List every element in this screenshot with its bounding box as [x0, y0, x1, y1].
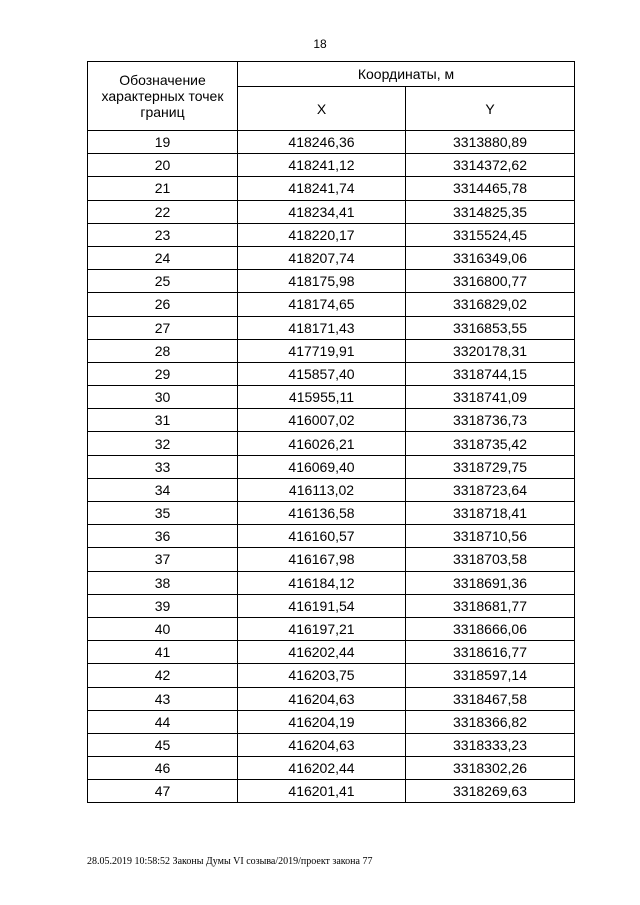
x-coordinate-cell: 417719,91 [238, 339, 406, 362]
x-coordinate-cell: 415955,11 [238, 386, 406, 409]
x-coordinate-cell: 416184,12 [238, 571, 406, 594]
y-coordinate-cell: 3318269,63 [406, 780, 575, 803]
y-coordinate-cell: 3314825,35 [406, 200, 575, 223]
point-number-cell: 31 [88, 409, 238, 432]
table-row [88, 594, 575, 617]
y-coordinate-cell: 3316853,55 [406, 316, 575, 339]
point-number-cell: 29 [88, 362, 238, 385]
y-coordinate-cell: 3318729,75 [406, 455, 575, 478]
x-coordinate-cell: 418174,65 [238, 293, 406, 316]
y-coordinate-cell: 3318333,23 [406, 733, 575, 756]
point-number-cell: 47 [88, 780, 238, 803]
point-number-cell: 37 [88, 548, 238, 571]
x-coordinate-cell: 416204,63 [238, 733, 406, 756]
x-coordinate-cell: 416069,40 [238, 455, 406, 478]
table-row [88, 270, 575, 293]
x-coordinate-cell: 415857,40 [238, 362, 406, 385]
y-coordinate-cell: 3318723,64 [406, 478, 575, 501]
point-number-cell: 26 [88, 293, 238, 316]
y-coordinate-cell: 3316349,06 [406, 246, 575, 269]
page-number: 18 [313, 37, 327, 51]
header-x: X [238, 87, 406, 131]
point-number-cell: 20 [88, 154, 238, 177]
table-row [88, 200, 575, 223]
table-row [88, 432, 575, 455]
point-number-cell: 38 [88, 571, 238, 594]
table-row [88, 710, 575, 733]
x-coordinate-cell: 418175,98 [238, 270, 406, 293]
footer-timestamp: 28.05.2019 10:58:52 Законы Думы VI созыва/2019/проект закона 77 [87, 856, 373, 867]
y-coordinate-cell: 3318744,15 [406, 362, 575, 385]
y-coordinate-cell: 3313880,89 [406, 131, 575, 154]
table-row [88, 733, 575, 756]
y-coordinate-cell: 3315524,45 [406, 223, 575, 246]
point-number-cell: 45 [88, 733, 238, 756]
table-row [88, 478, 575, 501]
y-coordinate-cell: 3318710,56 [406, 525, 575, 548]
y-coordinate-cell: 3316829,02 [406, 293, 575, 316]
y-coordinate-cell: 3316800,77 [406, 270, 575, 293]
y-coordinate-cell: 3318302,26 [406, 757, 575, 780]
header-point-designation: Обозначение характерных точек границ [88, 62, 238, 131]
point-number-cell: 23 [88, 223, 238, 246]
x-coordinate-cell: 416203,75 [238, 664, 406, 687]
table-row [88, 617, 575, 640]
y-coordinate-cell: 3314372,62 [406, 154, 575, 177]
y-coordinate-cell: 3318735,42 [406, 432, 575, 455]
point-number-cell: 34 [88, 478, 238, 501]
table-row [88, 780, 575, 803]
x-coordinate-cell: 416167,98 [238, 548, 406, 571]
x-coordinate-cell: 418246,36 [238, 131, 406, 154]
table-row [88, 502, 575, 525]
y-coordinate-cell: 3320178,31 [406, 339, 575, 362]
x-coordinate-cell: 416204,19 [238, 710, 406, 733]
x-coordinate-cell: 418220,17 [238, 223, 406, 246]
header-coordinates: Координаты, м [238, 62, 575, 87]
point-number-cell: 27 [88, 316, 238, 339]
y-coordinate-cell: 3318718,41 [406, 502, 575, 525]
table-row [88, 293, 575, 316]
table-row [88, 154, 575, 177]
point-number-cell: 43 [88, 687, 238, 710]
x-coordinate-cell: 416160,57 [238, 525, 406, 548]
header-y: Y [406, 87, 575, 131]
point-number-cell: 32 [88, 432, 238, 455]
table-row [88, 664, 575, 687]
point-number-cell: 21 [88, 177, 238, 200]
table-row [88, 687, 575, 710]
coordinates-table [87, 61, 575, 803]
x-coordinate-cell: 416197,21 [238, 617, 406, 640]
y-coordinate-cell: 3314465,78 [406, 177, 575, 200]
x-coordinate-cell: 416191,54 [238, 594, 406, 617]
table-row [88, 571, 575, 594]
x-coordinate-cell: 418207,74 [238, 246, 406, 269]
point-number-cell: 46 [88, 757, 238, 780]
table-row [88, 246, 575, 269]
point-number-cell: 36 [88, 525, 238, 548]
x-coordinate-cell: 418171,43 [238, 316, 406, 339]
table-row [88, 409, 575, 432]
y-coordinate-cell: 3318741,09 [406, 386, 575, 409]
point-number-cell: 22 [88, 200, 238, 223]
point-number-cell: 39 [88, 594, 238, 617]
x-coordinate-cell: 416202,44 [238, 757, 406, 780]
x-coordinate-cell: 416007,02 [238, 409, 406, 432]
table-row [88, 131, 575, 154]
x-coordinate-cell: 418234,41 [238, 200, 406, 223]
table-row [88, 177, 575, 200]
table-row [88, 223, 575, 246]
point-number-cell: 24 [88, 246, 238, 269]
x-coordinate-cell: 416204,63 [238, 687, 406, 710]
x-coordinate-cell: 416026,21 [238, 432, 406, 455]
y-coordinate-cell: 3318666,06 [406, 617, 575, 640]
y-coordinate-cell: 3318681,77 [406, 594, 575, 617]
y-coordinate-cell: 3318691,36 [406, 571, 575, 594]
point-number-cell: 25 [88, 270, 238, 293]
table-row [88, 641, 575, 664]
x-coordinate-cell: 418241,12 [238, 154, 406, 177]
point-number-cell: 35 [88, 502, 238, 525]
table-row [88, 386, 575, 409]
x-coordinate-cell: 416202,44 [238, 641, 406, 664]
point-number-cell: 33 [88, 455, 238, 478]
y-coordinate-cell: 3318703,58 [406, 548, 575, 571]
point-number-cell: 40 [88, 617, 238, 640]
table-row [88, 362, 575, 385]
y-coordinate-cell: 3318616,77 [406, 641, 575, 664]
point-number-cell: 28 [88, 339, 238, 362]
x-coordinate-cell: 416113,02 [238, 478, 406, 501]
y-coordinate-cell: 3318467,58 [406, 687, 575, 710]
point-number-cell: 41 [88, 641, 238, 664]
x-coordinate-cell: 416136,58 [238, 502, 406, 525]
x-coordinate-cell: 418241,74 [238, 177, 406, 200]
table-body [88, 131, 575, 803]
table-row [88, 548, 575, 571]
table-row [88, 455, 575, 478]
table-row [88, 339, 575, 362]
x-coordinate-cell: 416201,41 [238, 780, 406, 803]
y-coordinate-cell: 3318366,82 [406, 710, 575, 733]
point-number-cell: 30 [88, 386, 238, 409]
y-coordinate-cell: 3318597,14 [406, 664, 575, 687]
table-row [88, 757, 575, 780]
table-row [88, 525, 575, 548]
point-number-cell: 19 [88, 131, 238, 154]
point-number-cell: 44 [88, 710, 238, 733]
table-row [88, 316, 575, 339]
point-number-cell: 42 [88, 664, 238, 687]
y-coordinate-cell: 3318736,73 [406, 409, 575, 432]
